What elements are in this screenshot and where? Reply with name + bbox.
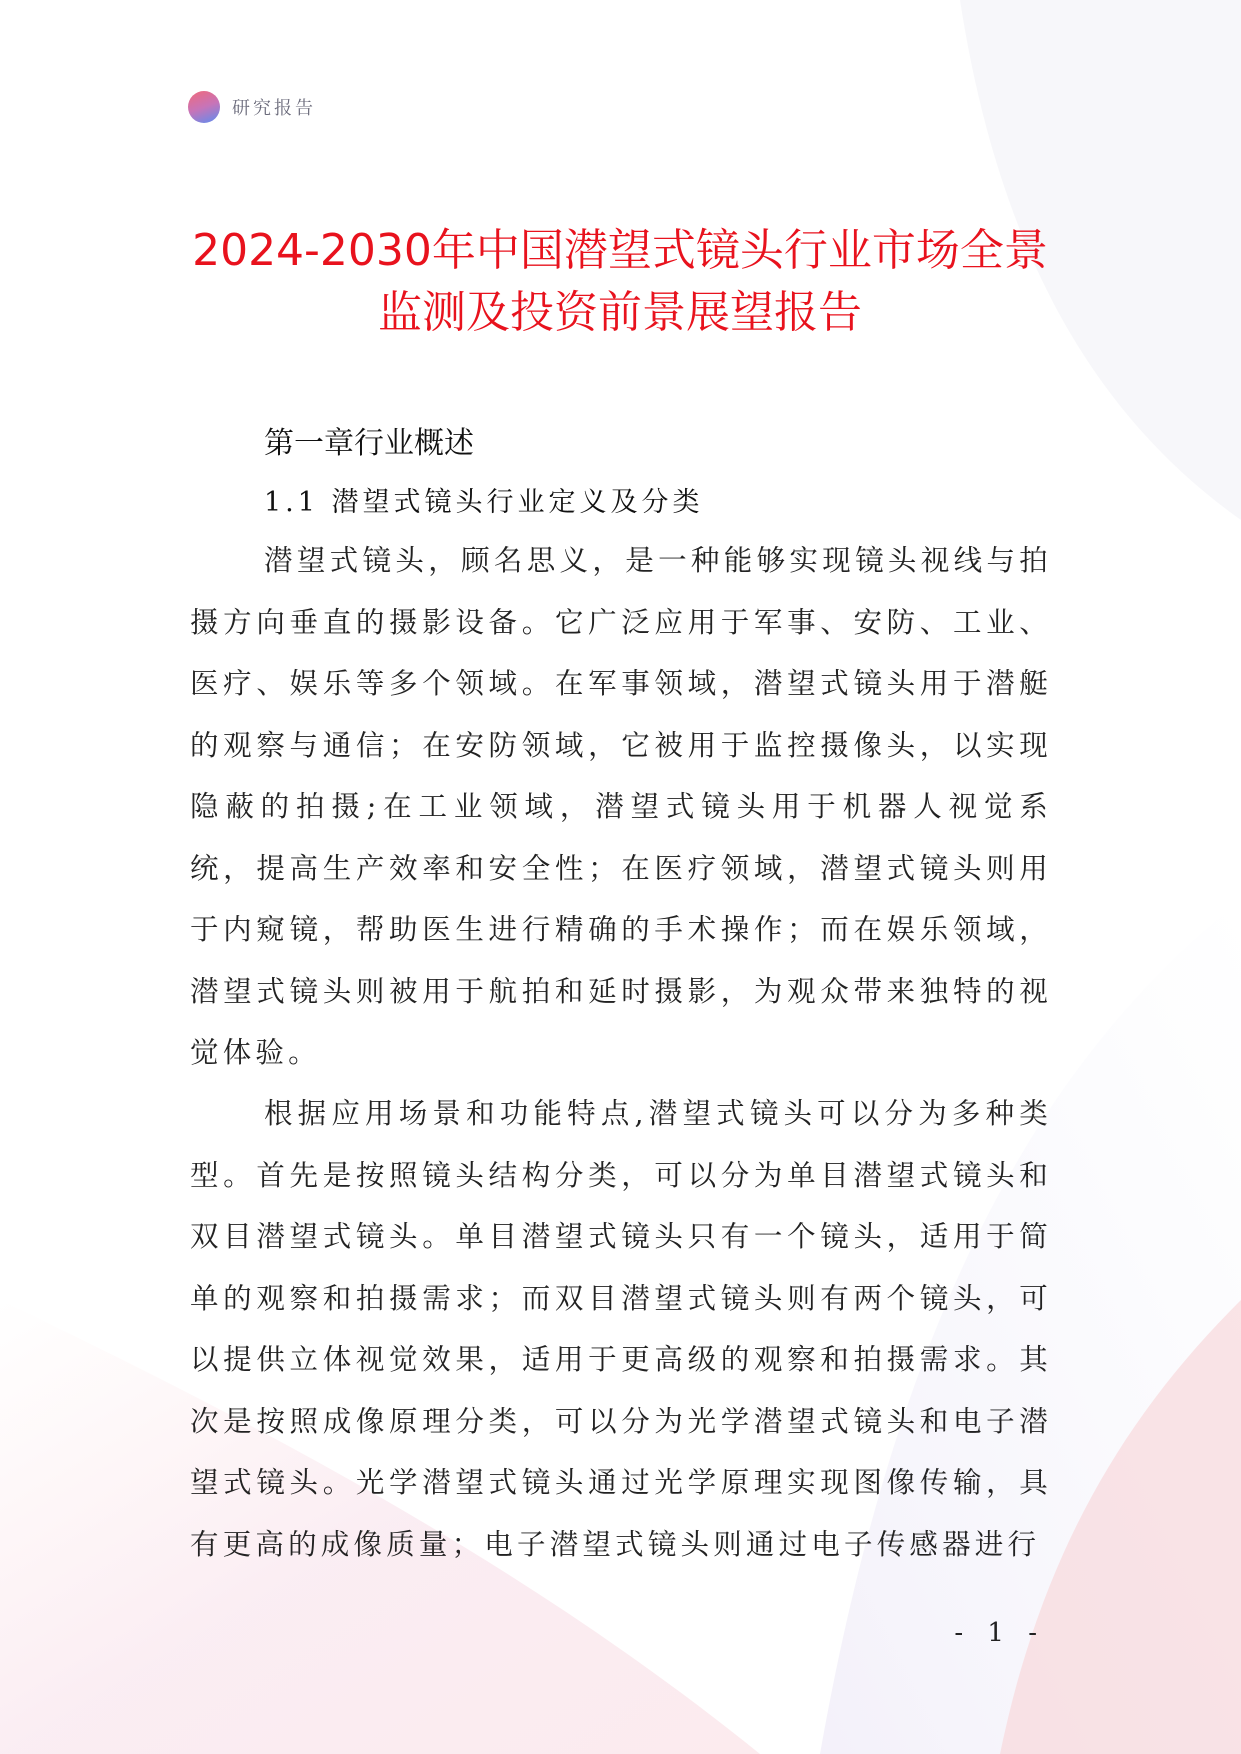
section-heading: 1.1 潜望式镜头行业定义及分类 — [264, 487, 704, 518]
paragraph: 潜望式镜头，顾名思义，是一种能够实现镜头视线与拍摄方向垂直的摄影设备。它广泛应用于军事、安防、工业、医疗、娱乐等多个领域。在军事领域，潜望式镜头用于潜艇的观察与通信；在安防领域，它被用于监控摄像头，以实现隐蔽的拍摄;在工业领域，潜望式镜头用于机器人视觉系统，提高生产效率和安全性；在医疗领域，潜望式镜头则用于内窥镜，帮助医生进行精确的手术操作；而在娱乐领域，潜望式镜头则被用于航拍和延时摄影，为观众带来独特的视觉体验。 — [190, 544, 1052, 1069]
page-number: - 1 - — [954, 1618, 1045, 1648]
title-line-2: 监测及投资前景展望报告 — [378, 287, 862, 338]
report-header — [188, 90, 316, 124]
header-label: 研究报告 — [232, 98, 316, 119]
chapter-heading: 第一章行业概述 — [264, 426, 474, 461]
title-line-1: 2024-2030年中国潜望式镜头行业市场全景 — [192, 225, 1048, 276]
document-title — [170, 220, 1070, 344]
logo-icon — [188, 91, 220, 123]
paragraph: 根据应用场景和功能特点,潜望式镜头可以分为多种类型。首先是按照镜头结构分类，可以分为单目潜望式镜头和双目潜望式镜头。单目潜望式镜头只有一个镜头，适用于简单的观察和拍摄需求；而双目潜望式镜头则有两个镜头，可以提供立体视觉效果，适用于更高级的观察和拍摄需求。其次是按照成像原理分类，可以分为光学潜望式镜头和电子潜望式镜头。光学潜望式镜头通过光学原理实现图像传输，具有更高的成像质量；电子潜望式镜头则通过电子传感器进行 — [190, 1097, 1052, 1561]
